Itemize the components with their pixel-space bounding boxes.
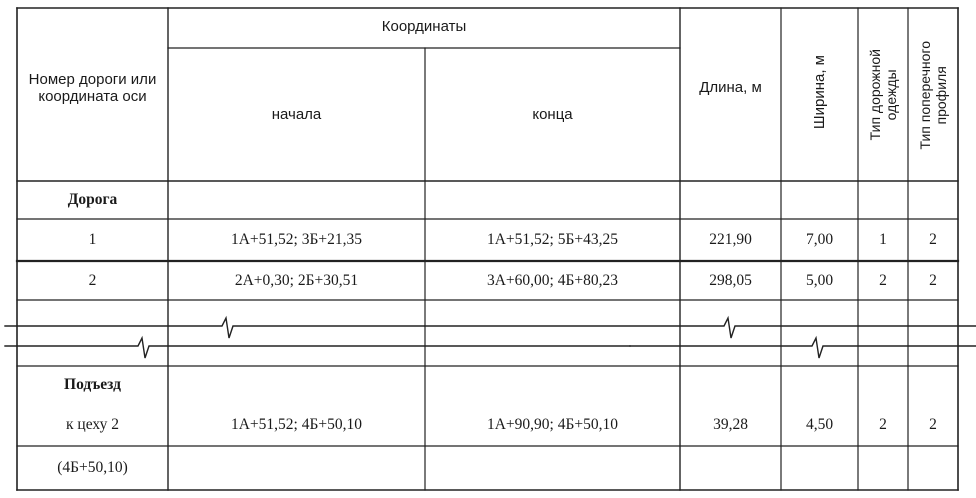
header-width <box>781 12 858 172</box>
header-pavement-type-l2: одежды <box>883 69 899 121</box>
access-row-start-text: 1А+51,52; 4Б+50,10 <box>230 416 362 434</box>
row1-pavement-text: 1 <box>879 231 887 249</box>
row2-width <box>781 261 858 300</box>
row1-length-text: 221,90 <box>709 231 752 249</box>
access-row-width-text: 4,50 <box>805 416 834 434</box>
header-length-text: Длина, м <box>699 79 762 97</box>
row1-end <box>425 219 680 261</box>
row2-end-text: 3А+60,00; 4Б+80,23 <box>486 271 618 289</box>
header-end <box>425 48 680 181</box>
header-coordinates-text: Координаты <box>381 18 467 36</box>
header-pavement-type <box>858 10 908 180</box>
row2-width-text: 5,00 <box>805 271 834 289</box>
row2-pavement-text: 2 <box>879 271 887 289</box>
access-row-end-text: 1А+90,90; 4Б+50,10 <box>486 416 618 434</box>
row1-num-text: 1 <box>88 231 97 249</box>
header-start-text: начала <box>271 105 322 123</box>
access-row-pavement <box>858 404 908 446</box>
row1-width-text: 7,00 <box>805 231 834 249</box>
row2-num-text: 2 <box>88 271 97 289</box>
header-profile-type <box>908 10 958 180</box>
header-road-number-text: Номер дороги или координата оси <box>28 70 157 105</box>
access-row-profile-text: 2 <box>929 416 937 434</box>
row1-pavement <box>858 219 908 261</box>
access-note-text: (4Б+50,10) <box>57 459 128 477</box>
section-access-label <box>17 366 168 404</box>
row2-length-text: 298,05 <box>709 271 752 289</box>
row2-num <box>17 261 168 300</box>
row1-length <box>680 219 781 261</box>
row1-width <box>781 219 858 261</box>
row2-profile <box>908 261 958 300</box>
access-row-num <box>17 404 168 446</box>
access-row-profile <box>908 404 958 446</box>
header-width-text: Ширина, м <box>810 54 828 130</box>
access-row-pavement-text: 2 <box>879 416 887 434</box>
row1-end-text: 1А+51,52; 5Б+43,25 <box>486 231 618 249</box>
row2-pavement <box>858 261 908 300</box>
header-profile-type-l1: Тип поперечного <box>916 40 933 150</box>
row2-start <box>168 261 425 300</box>
row2-length <box>680 261 781 300</box>
header-coordinates <box>168 8 680 46</box>
row1-profile <box>908 219 958 261</box>
row2-end <box>425 261 680 300</box>
row1-num <box>17 219 168 261</box>
header-profile-type-l2: профиля <box>933 65 949 125</box>
access-row-length-text: 39,28 <box>713 416 748 434</box>
row2-start-text: 2А+0,30; 2Б+30,51 <box>234 271 359 289</box>
access-row-end <box>425 404 680 446</box>
access-row-num-text: к цеху 2 <box>66 416 119 434</box>
header-pavement-type-l1: Тип дорожной <box>866 49 883 141</box>
section-road-label <box>17 181 168 219</box>
header-start <box>168 48 425 181</box>
section-access-text: Подъезд <box>64 376 121 394</box>
row2-profile-text: 2 <box>929 271 937 289</box>
header-road-number <box>20 48 165 128</box>
row1-start <box>168 219 425 261</box>
access-row-length <box>680 404 781 446</box>
access-row-start <box>168 404 425 446</box>
row1-profile-text: 2 <box>929 231 937 249</box>
header-length <box>680 8 781 168</box>
access-note <box>17 446 168 490</box>
row1-start-text: 1А+51,52; 3Б+21,35 <box>230 231 362 249</box>
header-end-text: конца <box>532 105 573 123</box>
access-row-width <box>781 404 858 446</box>
section-road-text: Дорога <box>67 191 118 209</box>
